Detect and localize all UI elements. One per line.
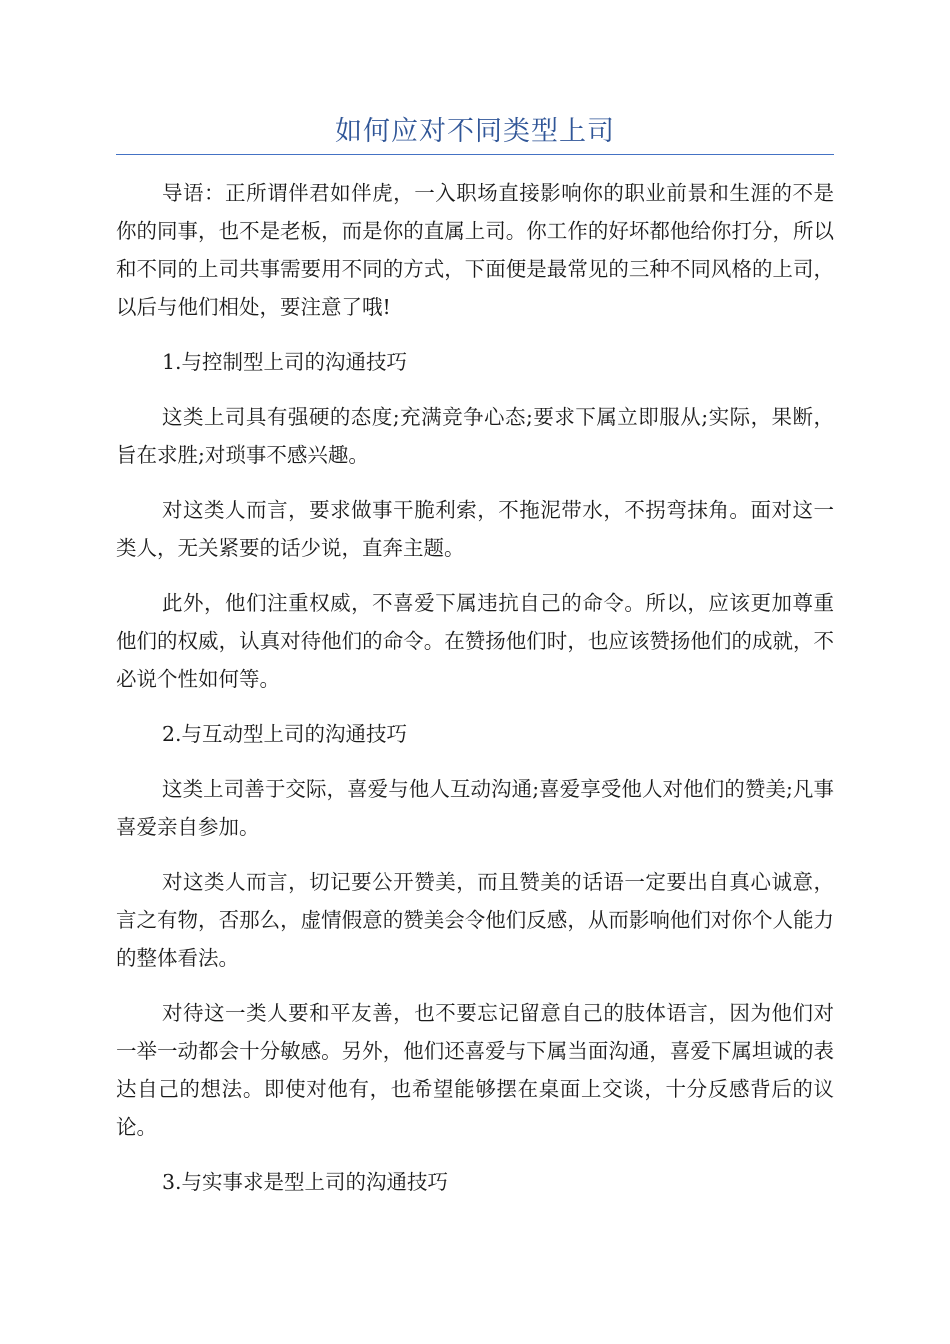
document-title: 如何应对不同类型上司 xyxy=(335,116,615,147)
section-heading-3: 3.与实事求是型上司的沟通技巧 xyxy=(162,1170,449,1194)
body-paragraph: 这类上司善于交际，喜爱与他人互动沟通;喜爱享受他人对他们的赞美;凡事喜爱亲自参加。 xyxy=(116,777,834,839)
title-underline xyxy=(116,154,834,155)
body-paragraph: 对这类人而言，切记要公开赞美，而且赞美的话语一定要出自真心诚意，言之有物，否那么，虚情假意的赞美会令他们反感，从而影响他们对你个人能力的整体看法。 xyxy=(116,870,834,970)
body-paragraph: 对待这一类人要和平友善，也不要忘记留意自己的肢体语言，因为他们对一举一动都会十分敏感。另外，他们还喜爱与下属当面沟通，喜爱下属坦诚的表达自己的想法。即使对他有，也希望能够摆在桌面上交谈，十分反感背后的议论。 xyxy=(116,1001,834,1139)
section-heading-1: 1.与控制型上司的沟通技巧 xyxy=(162,350,408,374)
section-heading-2: 2.与互动型上司的沟通技巧 xyxy=(162,722,408,746)
body-paragraph: 此外，他们注重权威，不喜爱下属违抗自己的命令。所以，应该更加尊重他们的权威，认真对待他们的命令。在赞扬他们时，也应该赞扬他们的成就，不必说个性如何等。 xyxy=(116,591,834,691)
body-paragraph: 对这类人而言，要求做事干脆利索，不拖泥带水，不拐弯抹角。面对这一类人，无关紧要的话少说，直奔主题。 xyxy=(116,498,834,560)
body-paragraph: 这类上司具有强硬的态度;充满竞争心态;要求下属立即服从;实际，果断，旨在求胜;对琐事不感兴趣。 xyxy=(116,405,834,467)
document-body xyxy=(116,174,834,1218)
intro-paragraph: 导语：正所谓伴君如伴虎，一入职场直接影响你的职业前景和生涯的不是你的同事，也不是老板，而是你的直属上司。你工作的好坏都他给你打分，所以和不同的上司共事需要用不同的方式，下面便是最常见的三种不同风格的上司，以后与他们相处，要注意了哦! xyxy=(116,181,834,319)
